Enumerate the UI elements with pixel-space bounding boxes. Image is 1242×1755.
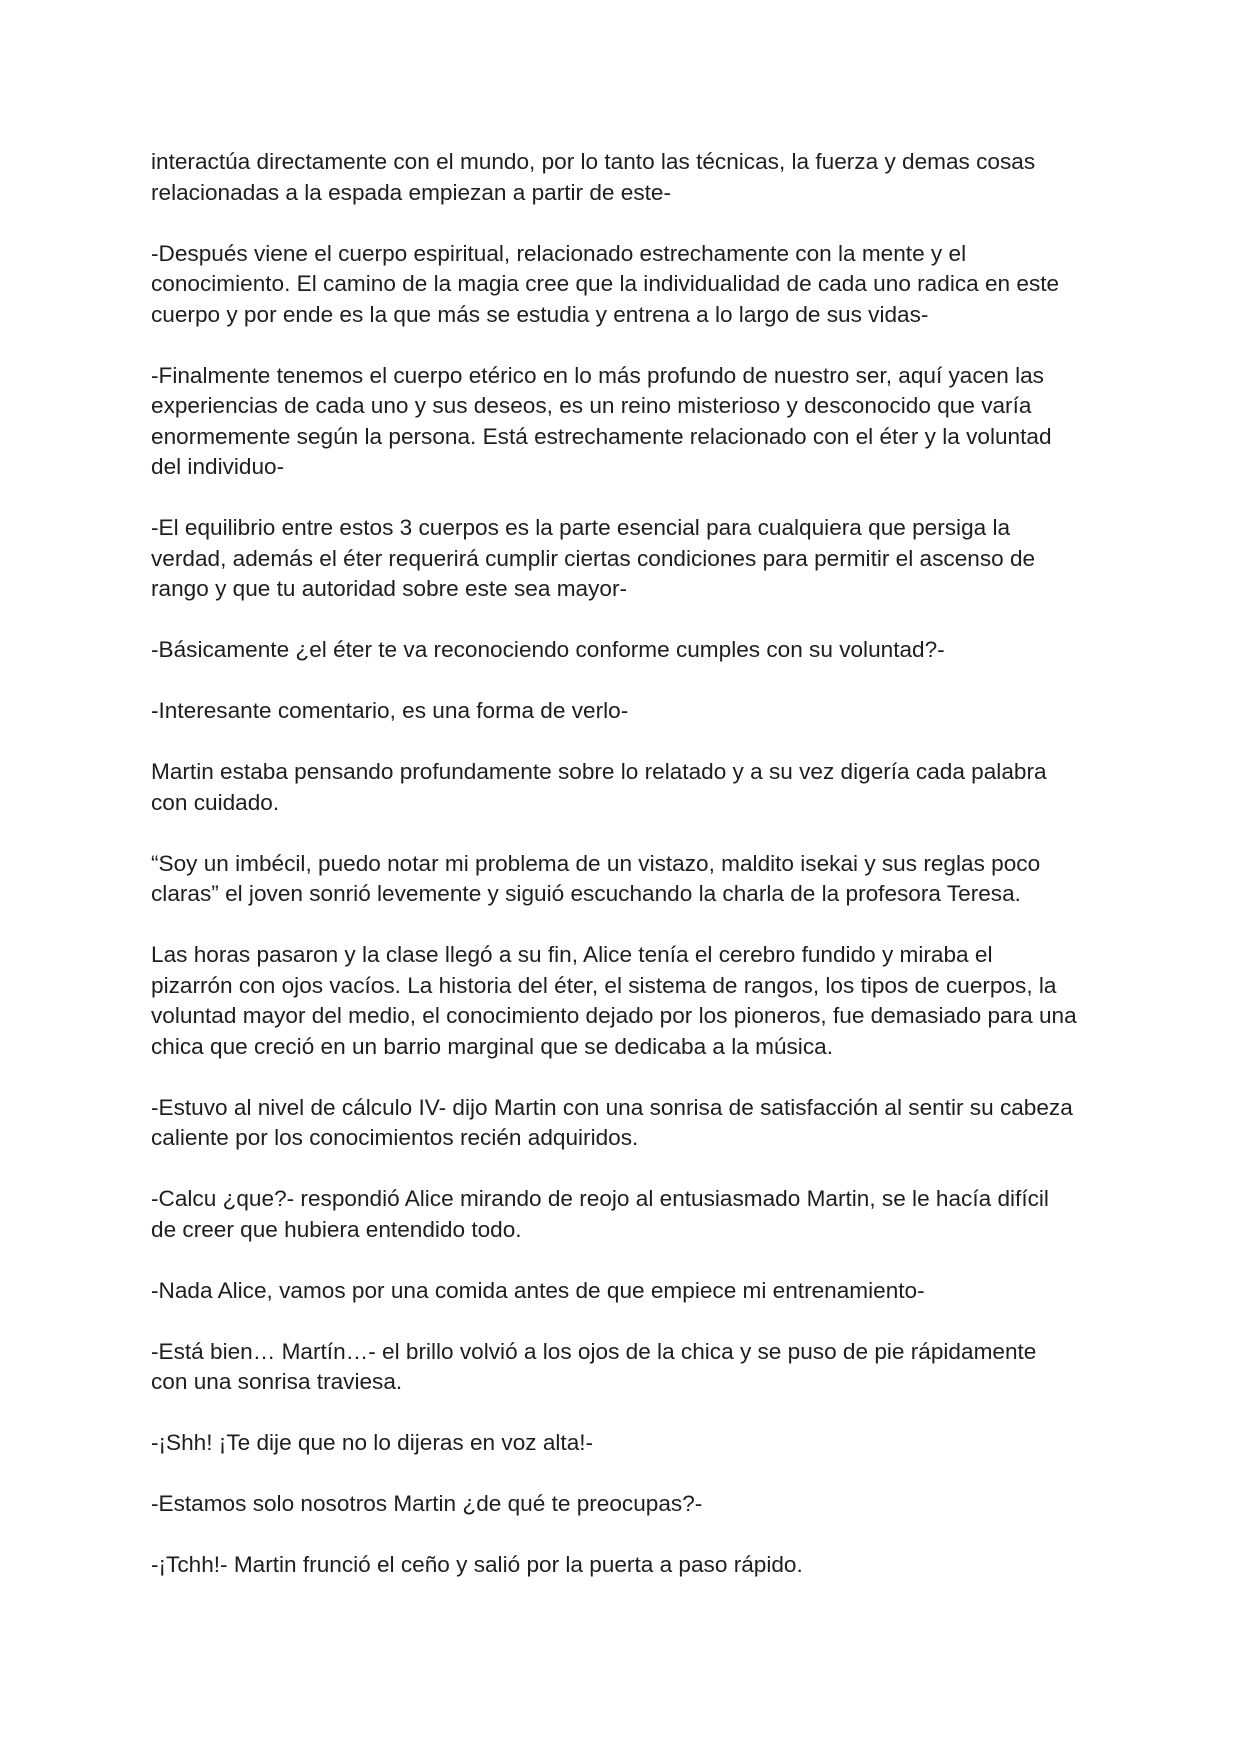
paragraph: -Finalmente tenemos el cuerpo etérico en lo más profundo de nuestro ser, aquí yacen las experiencias de cada uno y sus deseos, es un reino misterioso y desconocido que varía enormemente según la persona. Está estrechamente relacionado con el éter y la voluntad del individuo- xyxy=(151,362,1052,479)
paragraph: interactúa directamente con el mundo, por lo tanto las técnicas, la fuerza y demas cosas relacionadas a la espada empiezan a partir de este- xyxy=(151,149,1036,205)
paragraph: -Nada Alice, vamos por una comida antes de que empiece mi entrenamiento- xyxy=(151,1277,925,1303)
paragraph: -¡Tchh!- Martin frunció el ceño y salió por la puerta a paso rápido. xyxy=(151,1552,803,1577)
paragraph: -¡Shh! ¡Te dije que no lo dijeras en voz alta!- xyxy=(151,1430,594,1455)
paragraph: -Calcu ¿que?- respondió Alice mirando de reojo al entusiasmado Martin, se le hacía difícil de creer que hubiera entendido todo. xyxy=(151,1186,1049,1242)
paragraph: -Después viene el cuerpo espiritual, relacionado estrechamente con la mente y el conocimiento. El camino de la magia cree que la individualidad de cada uno radica en este cuerpo y por ende es la que más se estudia y entrena a lo largo de sus vidas- xyxy=(151,240,1060,327)
paragraph: -Está bien… Martín…- el brillo volvió a los ojos de la chica y se puso de pie rápidamente con una sonrisa traviesa. xyxy=(151,1338,1037,1394)
paragraph: -Interesante comentario, es una forma de verlo- xyxy=(151,698,629,723)
paragraph: “Soy un imbécil, puedo notar mi problema de un vistazo, maldito isekai y sus reglas poco claras” el joven sonrió levemente y siguió escuchando la charla de la profesora Teresa. xyxy=(151,850,1041,906)
paragraph: -Estuvo al nivel de cálculo IV- dijo Martin con una sonrisa de satisfacción al sentir su cabeza caliente por los conocimientos recién adquiridos. xyxy=(151,1094,1073,1150)
paragraph: Las horas pasaron y la clase llegó a su fin, Alice tenía el cerebro fundido y miraba el pizarrón con ojos vacíos. La historia del éter, el sistema de rangos, los tipos de cuerpos, la voluntad mayor del medio, el conocimiento dejado por los pioneros, fue demasiado para una chica que creció en un barrio marginal que se dedicaba a la música. xyxy=(151,942,1077,1059)
paragraph: -El equilibrio entre estos 3 cuerpos es la parte esencial para cualquiera que persiga la verdad, además el éter requerirá cumplir ciertas condiciones para permitir el ascenso de rango y que tu autoridad sobre este sea mayor- xyxy=(151,515,1036,601)
document-body xyxy=(151,147,1111,1611)
paragraph: -Estamos solo nosotros Martin ¿de qué te preocupas?- xyxy=(151,1491,703,1516)
paragraph: -Básicamente ¿el éter te va reconociendo conforme cumples con su voluntad?- xyxy=(151,637,945,662)
paragraph: Martin estaba pensando profundamente sobre lo relatado y a su vez digería cada palabra con cuidado. xyxy=(151,759,1047,815)
